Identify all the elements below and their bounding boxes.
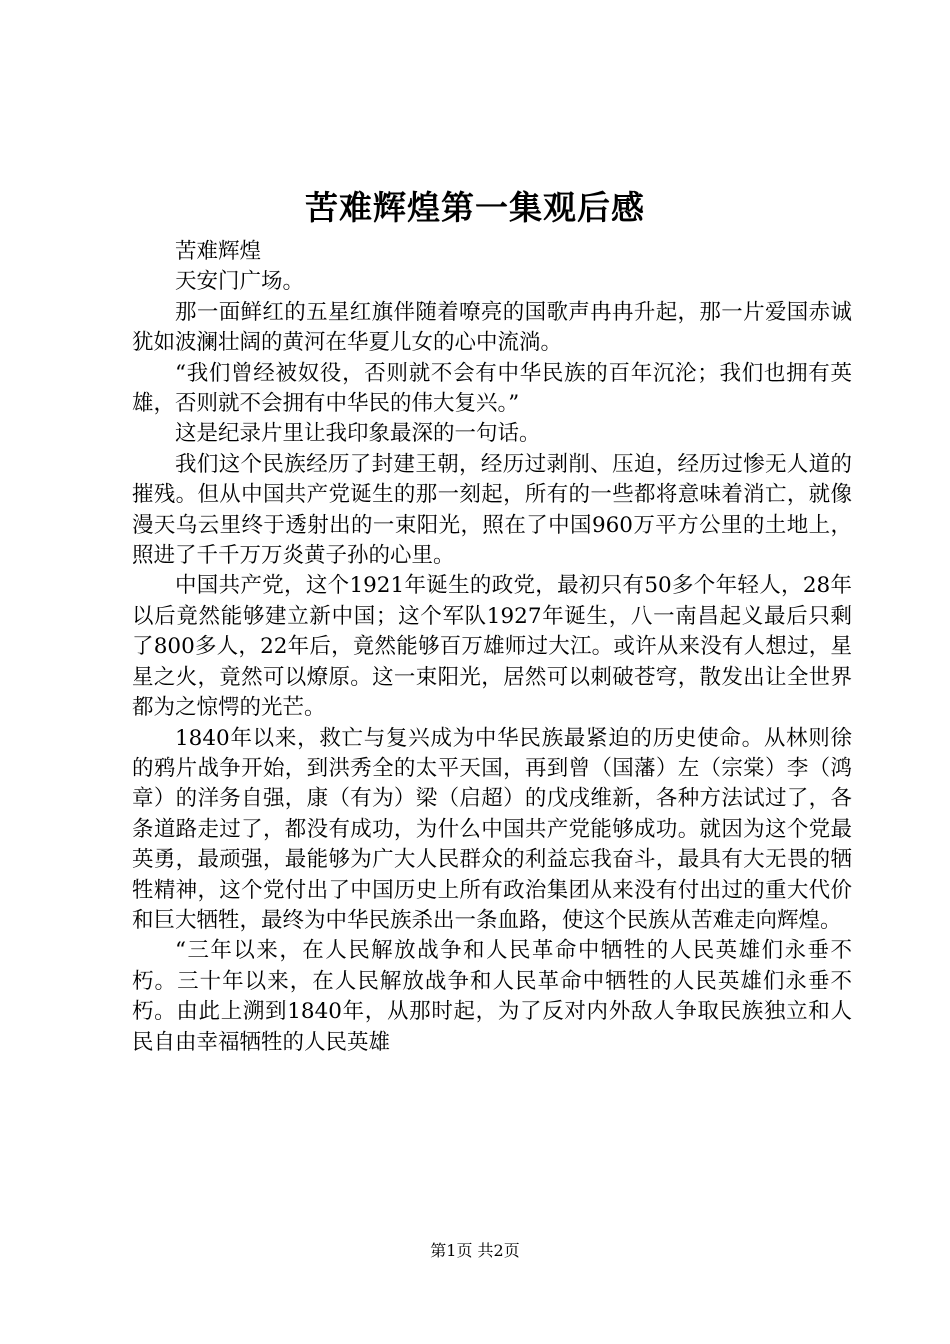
page-footer: 第1页 共2页 [430, 1241, 520, 1260]
paragraph: 这是纪录片里让我印象最深的一句话。 [175, 421, 541, 447]
document-title: 苦难辉煌第一集观后感 [305, 188, 645, 227]
paragraph: 中国共产党，这个1921年诞生的政党，最初只有50多个年轻人，28年以后竟然能够建立新中国；这个军队1927年诞生，八一南昌起义最后只剩了800多人，22年后，竟然能够百万雄师过大江。或许从来没有人想过，星星之火，竟然可以燎原。这一束阳光，居然可以刺破苍穹，散发出让全世界都为之惊愕的光芒。 [132, 573, 852, 721]
paragraph: 苦难辉煌 [175, 239, 262, 264]
paragraph: “三年以来，在人民解放战争和人民革命中牺牲的人民英雄们永垂不朽。三十年以来，在人民解放战争和人民革命中牺牲的人民英雄们永垂不朽。由此上溯到1840年，从那时起，为了反对内外敌人争取民族独立和人民自由幸福牺牲的人民英雄 [132, 938, 852, 1055]
paragraph: “我们曾经被奴役，否则就不会有中华民族的百年沉沦；我们也拥有英雄，否则就不会拥有中华民的伟大复兴。” [132, 360, 852, 417]
paragraph: 1840年以来，救亡与复兴成为中华民族最紧迫的历史使命。从林则徐的鸦片战争开始，到洪秀全的太平天国，再到曾（国藩）左（宗棠）李（鸿章）的洋务自强，康（有为）梁（启超）的戊戌维新，各种方法试过了，各条道路走过了，都没有成功，为什么中国共产党能够成功。就因为这个党最英勇，最顽强，最能够为广大人民群众的利益忘我奋斗，最具有大无畏的牺牲精神，这个党付出了中国历史上所有政治集团从来没有付出过的重大代价和巨大牺牲，最终为中华民族杀出一条血路，使这个民族从苦难走向辉煌。 [132, 725, 852, 933]
paragraph: 那一面鲜红的五星红旗伴随着嘹亮的国歌声冉冉升起，那一片爱国赤诚犹如波澜壮阔的黄河在华夏儿女的心中流淌。 [132, 299, 852, 356]
paragraph: 天安门广场。 [175, 269, 305, 295]
document-body [132, 237, 852, 1058]
paragraph: 我们这个民族经历了封建王朝，经历过剥削、压迫，经历过惨无人道的摧残。但从中国共产党诞生的那一刻起，所有的一些都将意味着消亡，就像漫天乌云里终于透射出的一束阳光，照在了中国960万平方公里的土地上，照进了千千万万炎黄子孙的心里。 [132, 451, 852, 569]
